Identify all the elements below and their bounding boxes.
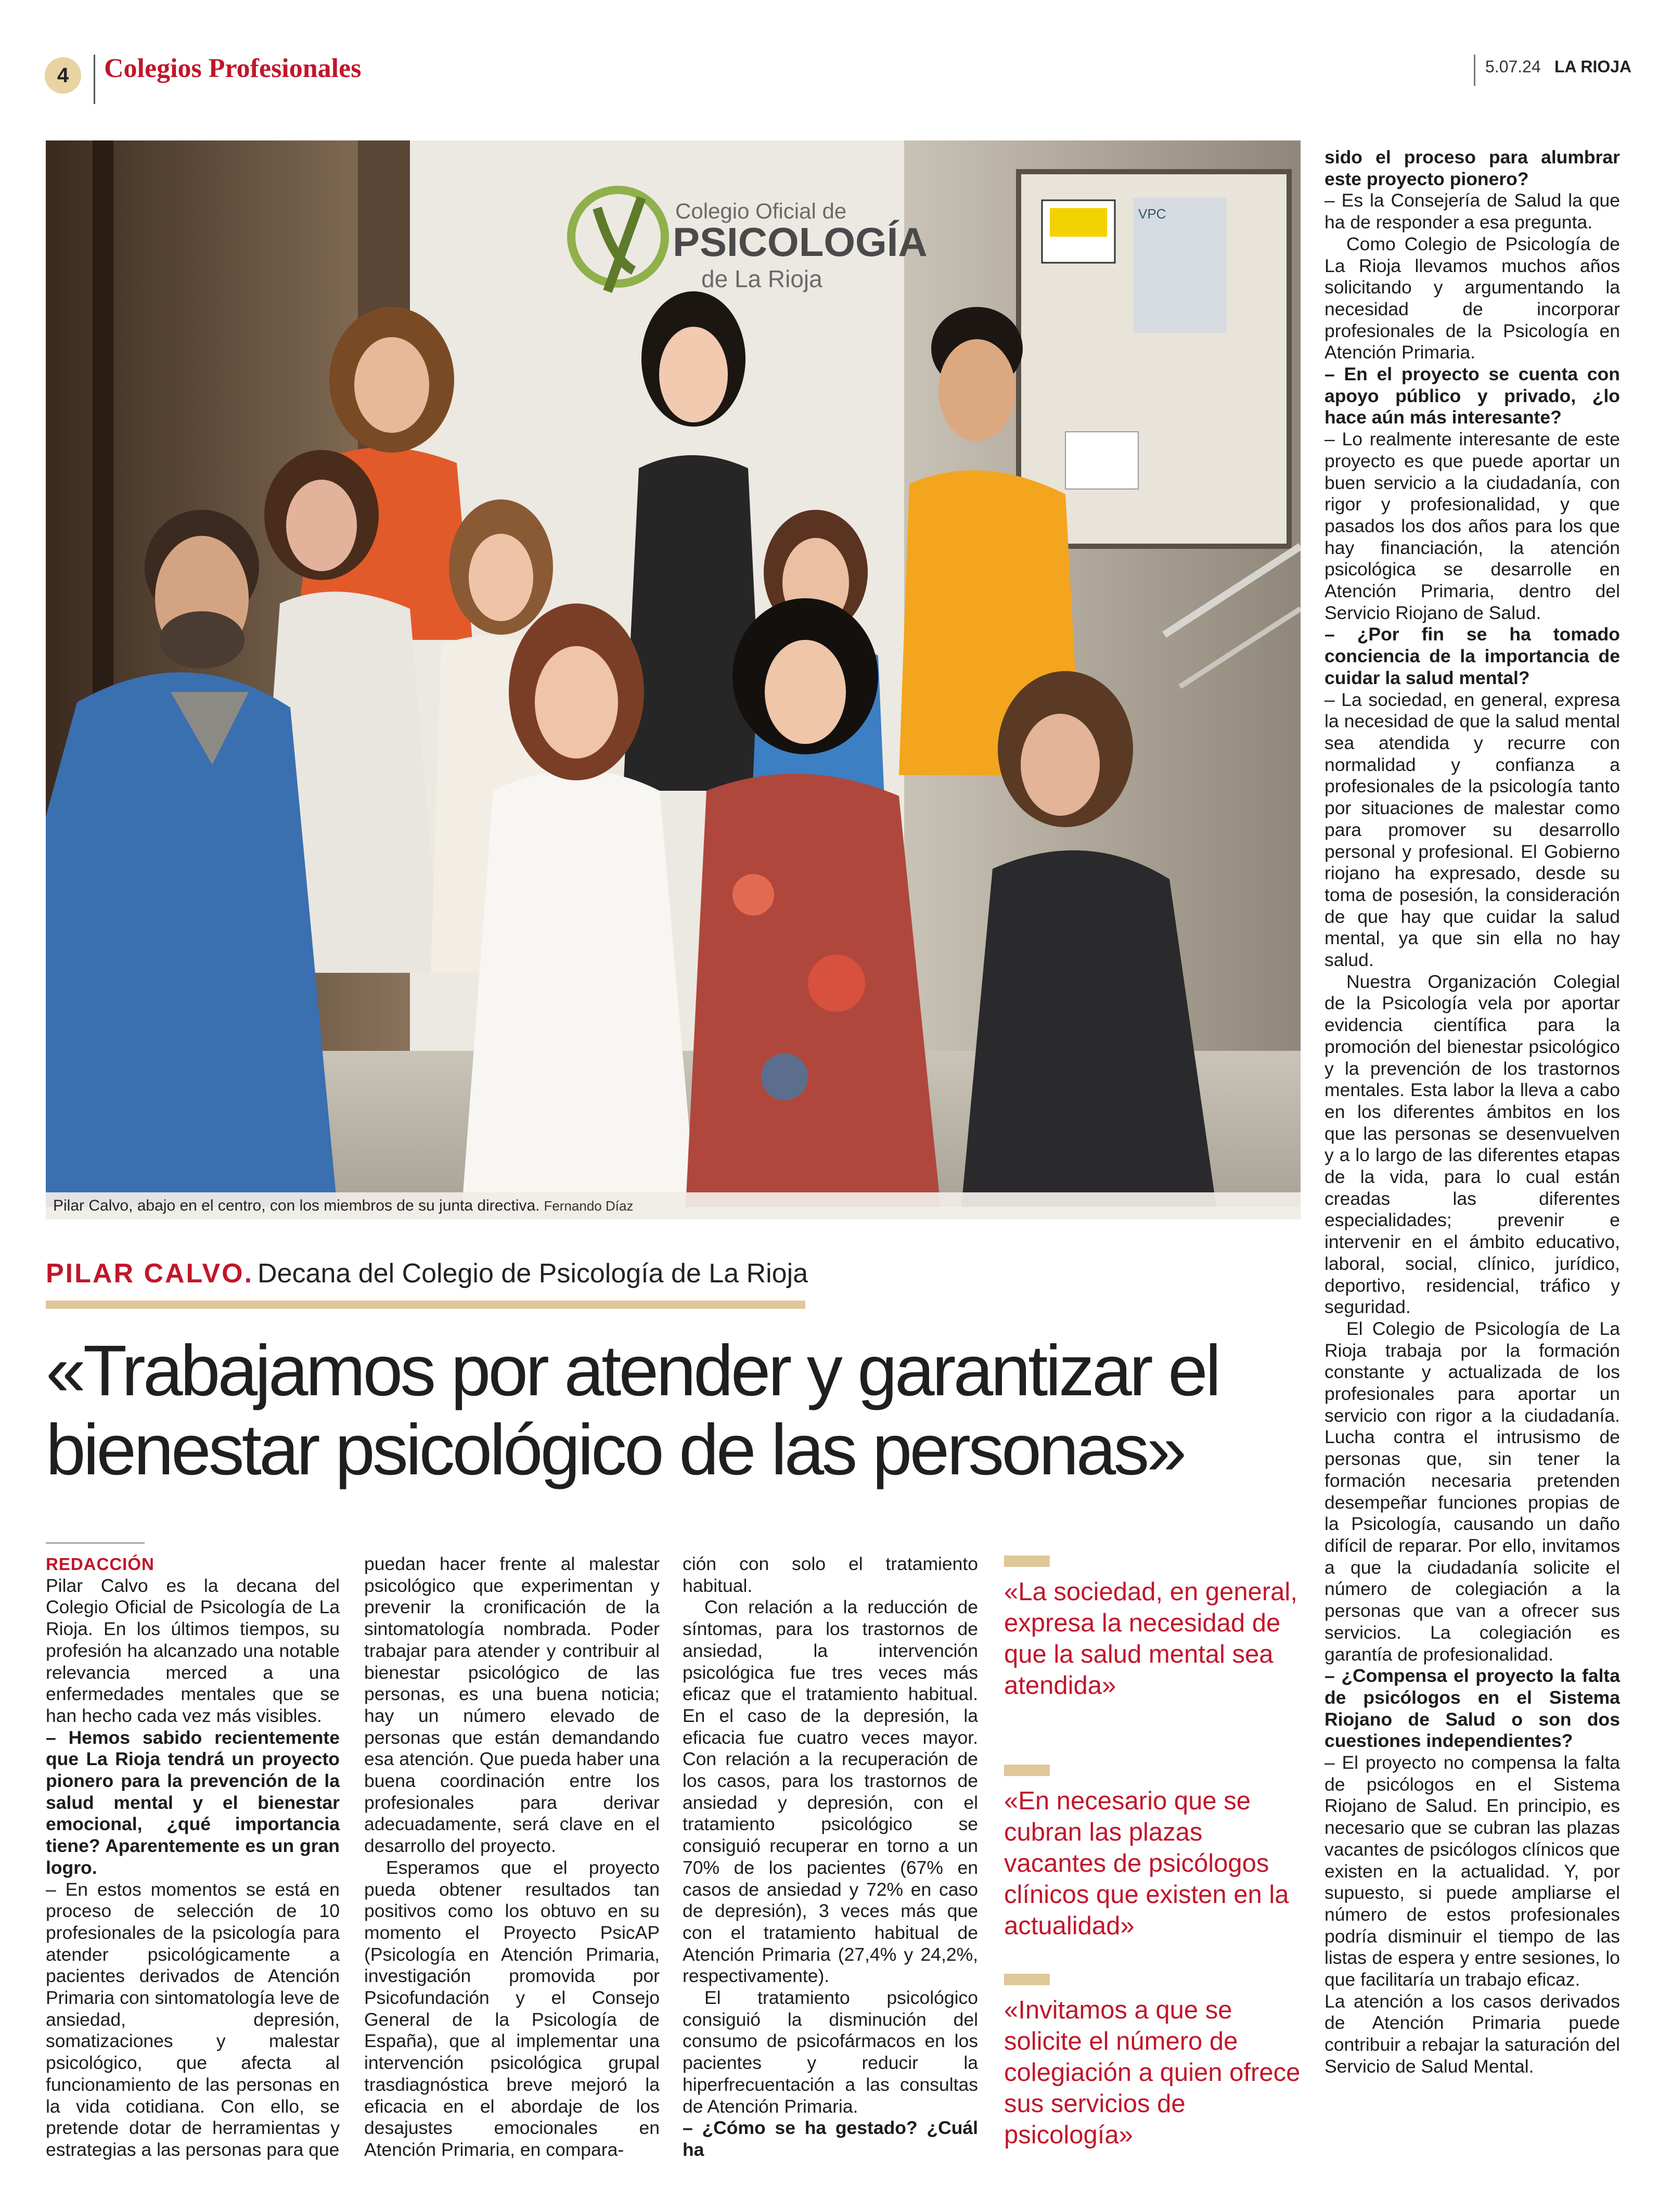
answer-paragraph: – La sociedad, en general, expresa la necesidad de que la salud mental sea atendida y recurre con normalidad y confianza a profesionales de la psicología tanto por situaciones de malestar como para promover su desarrollo personal y profesional. El Gobierno riojano ha expresado, desde su toma de posesión, la consideración de que hay que cuidar la salud mental, ya que sin ella no hay salud. xyxy=(1324,689,1620,971)
issue-date: 5.07.24 xyxy=(1485,57,1541,76)
question-1: – Hemos sabido recientemente que La Rioja tendrá un proyecto pionero para la prevención de la salud mental y el bienestar emocional, ¿qué importancia tiene? Aparentemente es un gran logro. xyxy=(46,1727,340,1878)
interviewee-role: Decana del Colegio de Psicología de La Rioja xyxy=(258,1258,808,1289)
question-4: – ¿Por fin se ha tomado conciencia de la importancia de cuidar la salud mental? xyxy=(1324,624,1620,688)
byline: REDACCIÓN xyxy=(46,1554,155,1574)
logo-line3: de La Rioja xyxy=(701,265,822,292)
kicker xyxy=(46,1258,808,1289)
header-divider-right xyxy=(1474,55,1475,86)
pull-quote-marker xyxy=(1004,1555,1050,1567)
question-2: – ¿Cómo se ha gestado? ¿Cuál ha xyxy=(683,2117,978,2160)
header-divider xyxy=(94,55,95,104)
article-column-1 xyxy=(46,1553,340,2161)
answer-paragraph: – El proyecto no compensa la falta de psicólogos en el Sistema Riojano de Salud. En principio, es necesario que se cubran las plazas vacantes de psicólogos clínicos que existen en la actualidad. Y, por supuesto, si puede ampliarse el número de estos profesionales podría disminuir el tiempo de las listas de espera y entre sesiones, lo que facilitaría un trabajo eficaz. xyxy=(1324,1752,1620,1990)
headline: «Trabajamos por atender y garantizar el bienestar psicológico de las personas» xyxy=(46,1331,1219,1490)
interviewee-name: PILAR CALVO. xyxy=(46,1258,254,1289)
photo-caption xyxy=(46,1192,1301,1219)
question-3: – En el proyecto se cuenta con apoyo público y privado, ¿lo hace aún más interesante? xyxy=(1324,364,1620,428)
section-title: Colegios Profesionales xyxy=(104,54,362,83)
caption-text: Pilar Calvo, abajo en el centro, con los miembros de su junta directiva. xyxy=(53,1197,540,1214)
group-photo xyxy=(46,140,1301,1207)
pull-quote-1: «La sociedad, en general, expresa la necesidad de que la salud mental sea atendida» xyxy=(1004,1578,1297,1700)
pull-quote-marker xyxy=(1004,1765,1050,1776)
intro-paragraph: Pilar Calvo es la decana del Colegio Oficial de Psicología de La Rioja. En los últimos tiempos, su profesión ha alcanzado una notable relevancia merced a una enfermedades mentales que se han hecho cada vez más visibles. xyxy=(46,1575,340,1726)
body-paragraph: ción con solo el tratamiento habitual. xyxy=(683,1553,978,1596)
logo-line2: PSICOLOGÍA xyxy=(673,219,928,265)
logo-line1: Colegio Oficial de xyxy=(675,199,847,223)
page-number: 4 xyxy=(45,57,81,94)
body-paragraph: El Colegio de Psicología de La Rioja trabaja por la formación constante y actualizada de los profesionales para aportar un servicio con rigor a la ciudadanía. Lucha contra el intrusismo de personas que, sin tener la formación necesaria pretenden desempeñar funciones propias de la Psicología, causando un daño difícil de reparar. Por ello, invitamos a que la ciudadanía solicite el número de colegiación a la personas que van a ofrecer sus servicios. La colegiación es garantía de profesionalidad. xyxy=(1324,1318,1620,1665)
answer-paragraph: – Lo realmente interesante de este proyecto es que puede aportar un buen servicio a la ciudadanía, con rigor y profesionalidad, y que pasados los dos años para los que hay financiación, la atención psicológica se desarrolle en Atención Primaria, dentro del Servicio Riojano de Salud. xyxy=(1324,429,1620,623)
board-label-text: VPC xyxy=(1138,206,1166,222)
question-2-cont: sido el proceso para alumbrar este proyecto pionero? xyxy=(1324,147,1620,189)
pull-quote-3: «Invitamos a que se solicite el número de colegiación a quien ofrece sus servicios de psicología» xyxy=(1004,1996,1301,2149)
pull-quote-marker xyxy=(1004,1974,1050,1985)
article-column-5 xyxy=(1324,147,1620,2078)
answer-paragraph: – En estos momentos se está en proceso de selección de 10 profesionales de la psicología para atender psicológicamente a pacientes derivados de Atención Primaria con sintomatología leve de ansiedad, depresión, somatizaciones y malestar psicológico, que afecta al funcionamiento de las personas en la vida cotidiana. Con ello, se pretende dotar de herramientas y estrategias a las personas para que xyxy=(46,1879,340,2160)
photo-credit: Fernando Díaz xyxy=(544,1198,634,1214)
question-5: – ¿Compensa el proyecto la falta de psicólogos en el Sistema Riojano de Salud o son dos cuestiones independientes? xyxy=(1324,1665,1620,1752)
answer-paragraph: – Es la Consejería de Salud la que ha de responder a esa pregunta. xyxy=(1324,190,1620,233)
body-paragraph: Nuestra Organización Colegial de la Psicología vela por aportar evidencia científica para la promoción del bienestar psicológico y la prevención de los trastornos mentales. Esta labor la lleva a cabo en los diferentes ámbitos en los que las personas se desenvuelven y a lo largo de las diferentes etapas de la vida, para lo cual están creadas las diferentes especialidades; prevenir e intervenir en el ámbito educativo, laboral, social, clínico, jurídico, deportivo, residencial, tráfico y seguridad. xyxy=(1324,971,1620,1318)
kicker-underline xyxy=(46,1301,805,1309)
article-column-2 xyxy=(364,1553,660,2161)
newspaper-name: LA RIOJA xyxy=(1554,57,1632,76)
byline-rule xyxy=(46,1542,145,1544)
body-paragraph: Con relación a la reducción de síntomas, para los trastornos de ansiedad, la intervención psicológica fue tres veces más eficaz que el tratamiento habitual. En el caso de la depresión, la eficacia fue cuatro veces mayor. Con relación a la recuperación de los casos, para los trastornos de ansiedad y depresión, con el tratamiento psicológico se consiguió recuperar en torno a un 70% de los pacientes (67% en casos de ansiedad y 72% en caso de depresión), 3 veces más que con el tratamiento habitual de Atención Primaria (27,4% y 24,2%, respectivamente). xyxy=(683,1597,978,1987)
body-paragraph: Esperamos que el proyecto pueda obtener resultados tan positivos como los obtuvo en su momento el Proyecto PsicAP (Psicología en Atención Primaria, investigación promovida por Psicofundación y el Consejo General de la Psicología de España), que al implementar una intervención psicológica grupal trasdiagnóstica breve mejoró la eficacia en el abordaje de los desajustes emocionales en Atención Primaria, en compara- xyxy=(364,1857,660,2160)
article-column-3 xyxy=(683,1553,978,2161)
pull-quote-2: «En necesario que se cubran las plazas vacantes de psicólogos clínicos que existen en la actualidad» xyxy=(1004,1787,1289,1940)
body-paragraph: puedan hacer frente al malestar psicológico que experimentan y prevenir la cronificación de la sintomatología nombrada. Poder trabajar para atender y contribuir al bienestar psicológico de las personas, es una buena noticia; hay un número elevado de personas que están demandando esa atención. Que pueda haber una buena coordinación entre los profesionales para derivar adecuadamente, será clave en el desarrollo del proyecto. xyxy=(364,1553,660,1857)
body-paragraph: Como Colegio de Psicología de La Rioja llevamos muchos años solicitando y argumentando la necesidad de incorporar profesionales de la Psicología en Atención Primaria. xyxy=(1324,233,1620,363)
body-paragraph: La atención a los casos derivados de Atención Primaria puede contribuir a rebajar la saturación del Servicio de Salud Mental. xyxy=(1324,1990,1620,2077)
body-paragraph: El tratamiento psicológico consiguió la disminución del consumo de psicofármacos en los pacientes y reducir la hiperfrecuentación a las consultas de Atención Primaria. xyxy=(683,1987,978,2117)
